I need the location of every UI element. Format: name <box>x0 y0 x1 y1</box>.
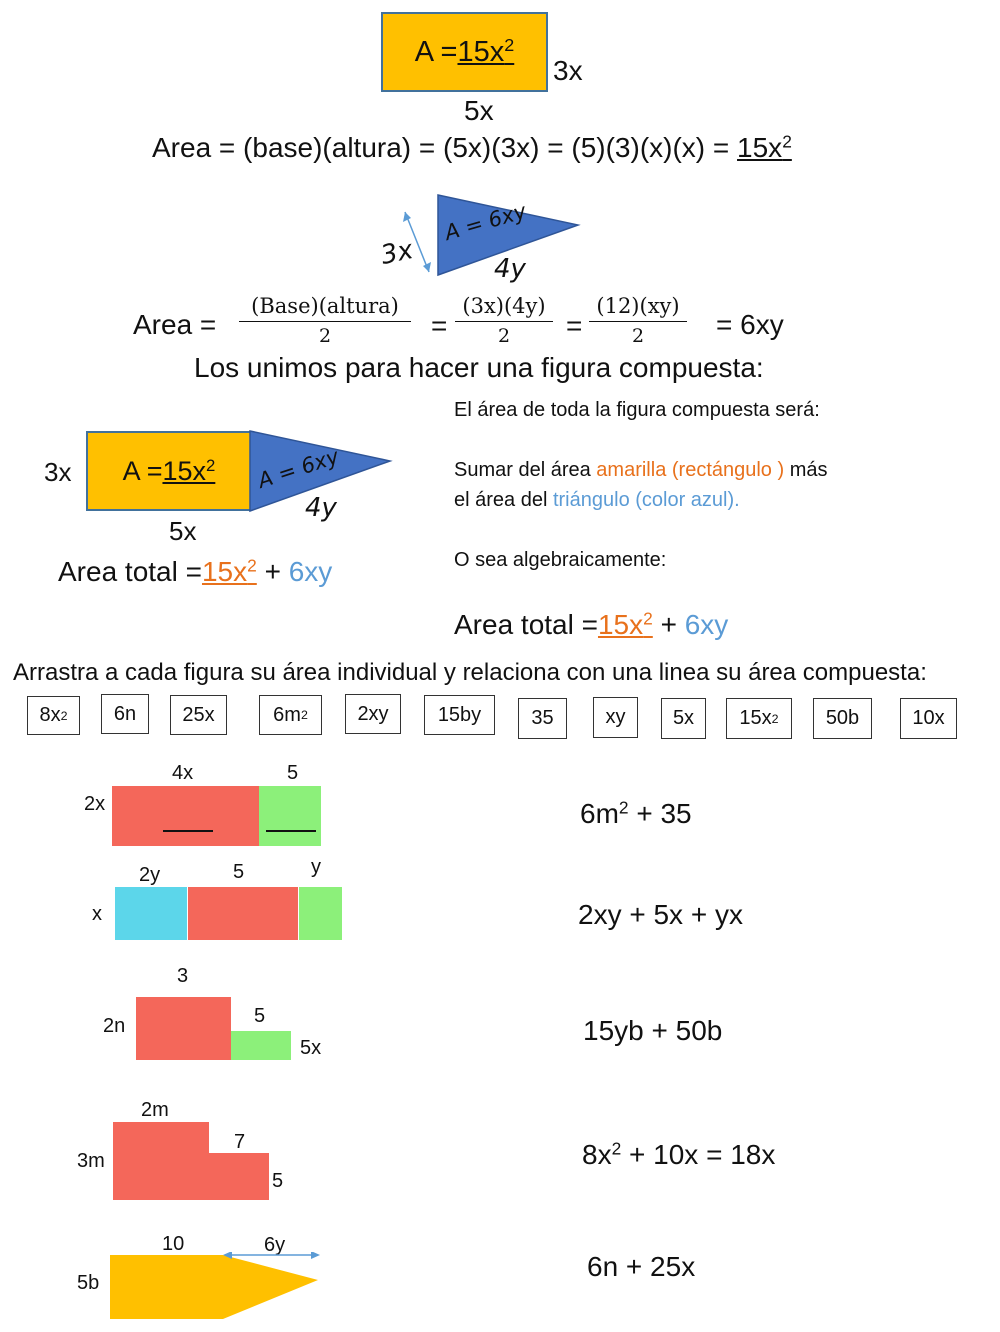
answer-3[interactable]: 15yb + 50b <box>583 1015 723 1046</box>
chip-xy[interactable]: xy <box>593 697 638 738</box>
tri-fraction-2: $\frac{(3x)(4y)}{2}$ <box>455 294 553 347</box>
chip-6m2[interactable]: 6m 2 <box>259 695 322 735</box>
fig4-small-top-label: 7 <box>234 1131 246 1153</box>
fig3-green-rect[interactable] <box>231 1031 291 1060</box>
tri-fraction-3: $\frac{(12)(xy)}{2}$ <box>589 294 687 347</box>
rect-area-formula: Area = (base)(altura) = $(5x)(3x) = (5)(3)(x)(x) = 15x^2$ <box>152 131 792 163</box>
explanation-line-3: el área del triángulo (color azul). <box>454 489 740 511</box>
rect-side-label: 3x <box>553 55 583 86</box>
fig3-top-label: 3 <box>177 965 189 987</box>
explanation-line-4: O sea algebraicamente: <box>454 549 667 571</box>
fig2-cyan-rect[interactable] <box>115 887 187 940</box>
tri-formula-result: = 6xy <box>716 309 784 340</box>
answer-5[interactable]: 6n + 25x <box>587 1251 696 1282</box>
fig3-side-label: 2n <box>103 1015 126 1037</box>
chip-50b[interactable]: 50b <box>813 698 872 739</box>
tri-fraction-1: (Base)(altura) 2 <box>239 294 411 347</box>
explanation-line-2: Sumar del área amarilla (rectángulo ) más <box>454 459 828 481</box>
rectangle-example <box>381 12 548 92</box>
chip-6n[interactable]: 6n <box>101 694 149 734</box>
fig5-arrow-label: 6y <box>264 1234 286 1256</box>
answer-1[interactable]: $6m^2 + 35$ <box>580 797 692 829</box>
fig1-blank-2[interactable] <box>266 810 316 832</box>
chip-5x[interactable]: 5x <box>661 698 706 739</box>
rect-base-label: 5x <box>464 95 494 126</box>
chip-2xy[interactable]: 2xy <box>345 694 401 734</box>
triangle-area-label: A = 6xy <box>442 198 529 246</box>
composite-area-total: Area total $=15x^2 + 6xy$ <box>58 555 333 587</box>
answer-2[interactable]: 2xy + 5x + yx <box>578 899 743 930</box>
fig2-top-label-1: 2y <box>139 864 161 886</box>
fig5-side-label: 5b <box>77 1272 100 1294</box>
composite-side-label: 3x <box>44 457 72 487</box>
chip-10x[interactable]: 10x <box>900 698 957 739</box>
fig4-red-rect-left[interactable] <box>113 1122 209 1200</box>
fig1-side-label: 2x <box>84 793 106 815</box>
fig4-red-rect-right[interactable] <box>209 1153 269 1200</box>
fig2-red-rect[interactable] <box>188 887 298 940</box>
fig1-blank-1[interactable] <box>163 810 213 832</box>
fig2-green-rect[interactable] <box>299 887 342 940</box>
triangle-side-label: 3x <box>378 235 416 271</box>
fig4-side-label: 3m <box>77 1150 105 1172</box>
chip-15x2[interactable]: 15x 2 <box>726 698 792 739</box>
fig3-red-rect[interactable] <box>136 997 231 1060</box>
triangle-base-label: 4y <box>494 254 526 284</box>
rect-area-value: $15x^2$ <box>457 34 515 68</box>
compose-heading: Los unimos para hacer una figura compuesta: <box>194 352 764 383</box>
instructions: Arrastra a cada figura su área individual y relaciona con una linea su área compuesta: <box>13 659 927 686</box>
tri-equals-1: = <box>431 310 448 341</box>
fig1-top-label-2: 5 <box>287 762 299 784</box>
fig2-side-label: x <box>92 903 102 925</box>
fig1-top-label-1: 4x <box>172 762 194 784</box>
explanation-area-total: Area total $=15x^2 + 6xy$ <box>454 608 729 640</box>
fig5-top-label: 10 <box>162 1233 185 1255</box>
composite-rectangle: A = $15x^2$ <box>86 431 252 511</box>
fig4-small-side-label: 5 <box>272 1170 284 1192</box>
fig3-small-top-label: 5 <box>254 1005 266 1027</box>
chip-25x[interactable]: 25x <box>170 695 227 735</box>
chip-15by[interactable]: 15by <box>424 695 495 735</box>
fig4-top-label: 2m <box>141 1099 169 1121</box>
answer-4[interactable]: $8x^2 + 10x = 18x$ <box>582 1138 776 1170</box>
composite-base-label: 5x <box>169 516 197 546</box>
fig2-top-label-2: 5 <box>233 861 245 883</box>
tri-equals-2: = <box>566 310 583 341</box>
rect-area-label: A = <box>414 35 458 68</box>
fig3-small-side-label: 5x <box>300 1037 322 1059</box>
explanation-line-1: El área de toda la figura compuesta será: <box>454 399 820 421</box>
chip-8x2[interactable]: 8x 2 <box>27 696 80 735</box>
chip-35[interactable]: 35 <box>518 698 567 739</box>
fig2-top-label-3: y <box>311 856 321 878</box>
fig5-shape[interactable] <box>110 1252 325 1322</box>
composite-triangle-base: 4y <box>305 493 337 523</box>
tri-formula-lead: Area = <box>133 309 217 340</box>
composite-triangle-label: A = 6xy <box>255 444 342 493</box>
